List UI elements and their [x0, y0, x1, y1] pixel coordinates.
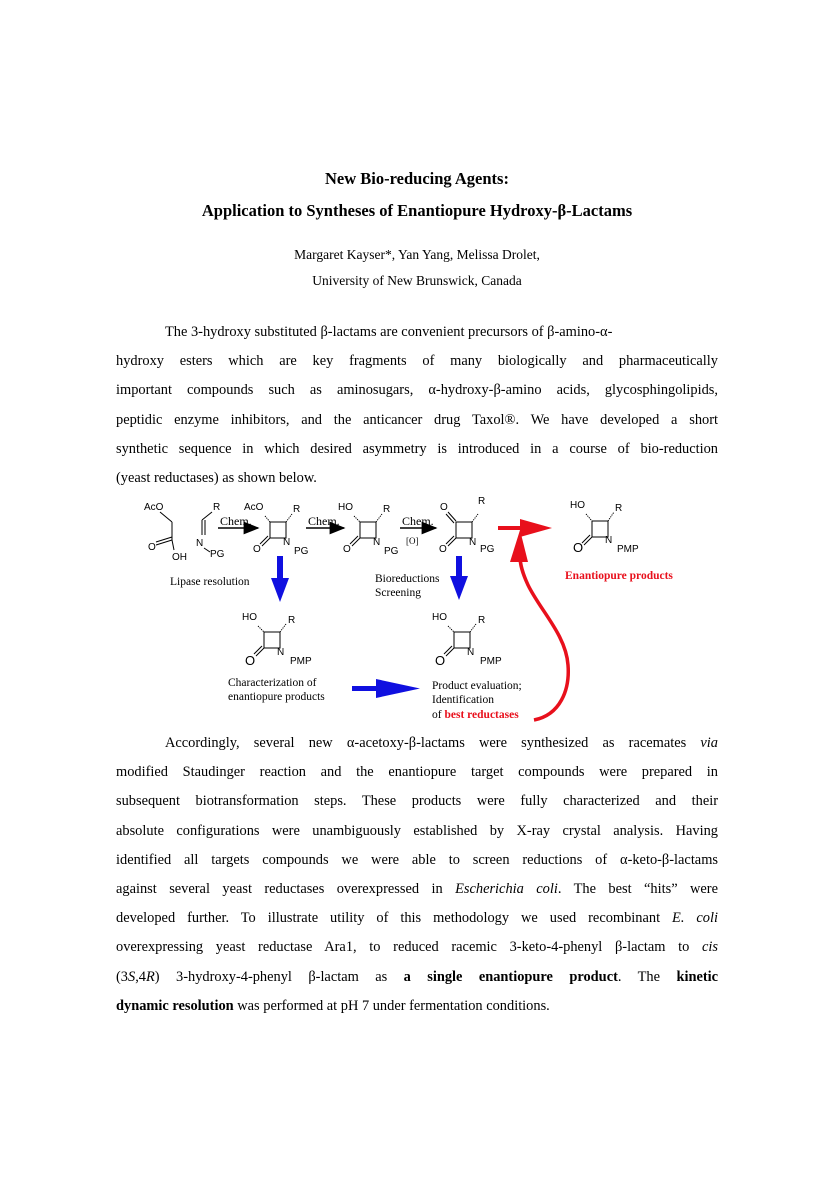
blue-arrow-horizontal: [352, 679, 420, 698]
svg-text:O: O: [253, 544, 261, 555]
title-line-2: Application to Syntheses of Enantiopure Hydroxy-β-Lactams: [201, 201, 633, 220]
svg-text:N: N: [373, 537, 381, 548]
svg-text:PG: PG: [480, 544, 495, 555]
best-reductases-highlight: best reductases: [444, 709, 519, 721]
svg-text:AcO: AcO: [144, 502, 164, 513]
svg-text:HO: HO: [570, 500, 585, 511]
svg-text:N: N: [605, 535, 613, 546]
evaluation-label-2: Identification: [432, 694, 494, 706]
title-line-1: New Bio-reducing Agents:: [325, 169, 509, 188]
acetoxy-lactam-structure: [244, 502, 309, 557]
svg-text:OH: OH: [172, 552, 187, 563]
enantiopure-product-structure: [570, 500, 639, 555]
svg-text:HO: HO: [242, 612, 257, 623]
authors: Margaret Kayser*, Yan Yang, Melissa Drolet,: [294, 247, 540, 262]
para2-line: subsequent biotransformation steps. These products were fully characterized and their: [116, 793, 718, 810]
para2-line: (3S,4R) 3-hydroxy-4-phenyl β-lactam as a single enantiopure product. The kinetic: [116, 968, 719, 985]
svg-text:O: O: [245, 653, 256, 668]
svg-text:PMP: PMP: [617, 544, 639, 555]
para1-line: The 3-hydroxy substituted β-lactams are convenient precursors of β-amino-α-: [165, 324, 613, 340]
para2-line: dynamic resolution was performed at pH 7 under fermentation conditions.: [116, 997, 550, 1014]
characterized-product-structure: [242, 612, 312, 668]
svg-text:R: R: [288, 615, 296, 626]
svg-text:PG: PG: [384, 546, 399, 557]
blue-arrow-bioreduction-down: [450, 556, 468, 600]
para1-line: peptidic enzyme inhibitors, and the anticancer drug Taxol®. We have developed a short: [116, 411, 718, 428]
characterization-label-2: enantiopure products: [228, 691, 325, 703]
svg-text:R: R: [615, 503, 623, 514]
hydroxy-lactam-structure: [338, 502, 399, 557]
svg-text:HO: HO: [338, 502, 353, 513]
reaction-scheme: [130, 490, 730, 730]
bioreductions-label: Bioreductions: [375, 573, 440, 585]
paragraph-results: [116, 729, 718, 1021]
svg-text:R: R: [478, 496, 486, 507]
para1-line: (yeast reductases) as shown below.: [116, 470, 317, 487]
evaluation-label-3: of best reductases: [432, 709, 519, 721]
enantiopure-products-label: Enantiopure products: [565, 570, 673, 582]
svg-text:N: N: [467, 647, 475, 658]
screening-label: Screening: [375, 587, 421, 599]
paragraph-intro: [116, 318, 718, 493]
svg-text:N: N: [277, 647, 285, 658]
red-arrow-to-products: [498, 519, 552, 537]
svg-text:AcO: AcO: [244, 502, 264, 513]
svg-text:O: O: [573, 540, 584, 555]
svg-text:PG: PG: [294, 546, 309, 557]
para1-line: hydroxy esters which are key fragments of many biologically and pharmaceutically: [116, 353, 718, 370]
svg-text:N: N: [196, 538, 204, 549]
para2-line: overexpressing yeast reductase Ara1, to reduced racemic 3-keto-4-phenyl β-lactam to cis: [116, 939, 718, 956]
scheme-graphic: [130, 490, 730, 730]
para2-line: developed further. To illustrate utility of this methodology we used recombinant E. coli: [116, 910, 718, 927]
svg-text:R: R: [293, 504, 301, 515]
evaluated-product-structure: [432, 612, 502, 668]
svg-text:O: O: [439, 544, 447, 555]
characterization-label-1: Characterization of: [228, 677, 317, 689]
acetoxyacetic-acid-structure: [144, 502, 187, 563]
arrow-label-chem-2: Chem.: [308, 514, 340, 528]
imine-structure: [196, 502, 225, 560]
arrow-label-chem-1: Chem.: [220, 514, 252, 528]
svg-text:O: O: [148, 542, 156, 553]
svg-text:R: R: [213, 502, 221, 513]
svg-text:R: R: [383, 504, 391, 515]
para2-line: absolute configurations were unambiguously established by X-ray crystal analysis. Having: [116, 822, 718, 839]
svg-text:PMP: PMP: [290, 656, 312, 667]
svg-text:R: R: [478, 615, 486, 626]
svg-text:HO: HO: [432, 612, 447, 623]
keto-lactam-structure: [439, 496, 495, 555]
svg-text:N: N: [283, 537, 291, 548]
affiliation: University of New Brunswick, Canada: [312, 273, 522, 288]
evaluation-label-1: Product evaluation;: [432, 680, 522, 692]
oxidation-label: [O]: [406, 536, 419, 546]
para1-line: important compounds such as aminosugars, α-hydroxy-β-amino acids, glycosphingolipids,: [116, 382, 718, 399]
para2-line: identified all targets compounds we were able to screen reductions of α-keto-β-lactams: [116, 851, 718, 868]
para2-line: against several yeast reductases overexpressed in Escherichia coli. The best “hits” were: [116, 881, 718, 898]
arrow-label-chem-3: Chem.: [402, 514, 434, 528]
svg-text:O: O: [440, 502, 448, 513]
blue-arrow-lipase-down: [271, 556, 289, 602]
svg-text:PG: PG: [210, 549, 225, 560]
svg-text:O: O: [343, 544, 351, 555]
svg-text:N: N: [469, 537, 477, 548]
svg-text:O: O: [435, 653, 446, 668]
lipase-resolution-label: Lipase resolution: [170, 576, 250, 588]
svg-text:PMP: PMP: [480, 656, 502, 667]
para2-line: Accordingly, several new α-acetoxy-β-lactams were synthesized as racemates via: [165, 735, 718, 751]
para1-line: synthetic sequence in which desired asymmetry is introduced in a course of bio-reduction: [116, 440, 718, 457]
para2-line: modified Staudinger reaction and the enantiopure target compounds were prepared in: [116, 764, 718, 781]
